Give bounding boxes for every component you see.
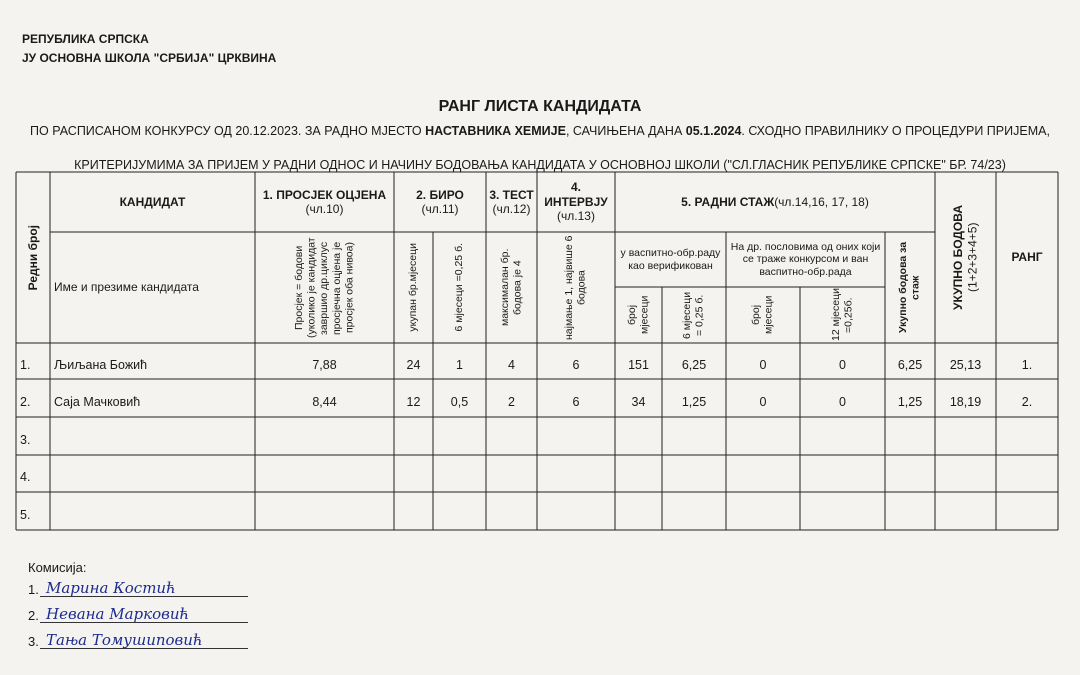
- cell-sa-b: 1,25: [681, 394, 707, 409]
- cell-staz: 6,25: [897, 357, 923, 372]
- cell-ukupno: [935, 496, 996, 534]
- cell-biro-b: [433, 459, 486, 496]
- cell-biro-b: [433, 421, 486, 459]
- cell-ukupno: 25,13: [949, 357, 982, 372]
- cell-biro-b: 1: [456, 357, 463, 372]
- cell-rang: [996, 459, 1058, 496]
- cell-sb-b: 0: [839, 357, 846, 372]
- cell-sa-b: 6,25: [681, 357, 707, 372]
- cell-prosjek: [255, 496, 394, 534]
- cell-name: [50, 421, 255, 459]
- cell-sa-m: [615, 421, 662, 459]
- col-test-desc: максималан бр. бодова је 4: [498, 248, 524, 327]
- cell-sb-m: [726, 421, 800, 459]
- signature-line: [40, 579, 248, 597]
- cell-sb-b: [800, 496, 885, 534]
- cell-staz: [885, 496, 935, 534]
- cell-test: [486, 496, 537, 534]
- cell-biro-m: 12: [406, 394, 421, 409]
- signature-line: [40, 631, 248, 649]
- cell-interv: 6: [572, 357, 580, 372]
- handwritten-signature: Марина Костић: [46, 579, 176, 597]
- cell-prosjek: [255, 459, 394, 496]
- cell-biro-m: [394, 459, 433, 496]
- cell-sb-m: 0: [759, 394, 767, 409]
- school-name: ЈУ ОСНОВНА ШКОЛА "СРБИЈА" ЦРКВИНА: [22, 51, 277, 65]
- republic-label: РЕПУБЛИКА СРПСКА: [22, 32, 149, 46]
- cell-staz: 1,25: [897, 394, 923, 409]
- cell-test: 2: [508, 394, 515, 409]
- col-test: 3. ТЕСТ (чл.12): [489, 187, 534, 216]
- cell-rang: 1.: [1021, 357, 1033, 372]
- cell-sa-m: [615, 496, 662, 534]
- cell-ukupno: [935, 421, 996, 459]
- commission-member: [28, 631, 248, 649]
- cell-name: [50, 496, 255, 534]
- cell-name: Љиљана Божић: [54, 357, 148, 372]
- cell-sa-m: 151: [628, 357, 649, 372]
- subtitle-line-1: ПО РАСПИСАНОМ КОНКУРСУ ОД 20.12.2023. ЗА РАДНО МЈЕСТО НАСТАВНИКА ХЕМИЈЕ, САЧИЊЕНА ДАНА 05.1.2024. СХОДНО ПРАВИЛНИКУ О ПРОЦЕДУРИ ПРИЈЕМА,: [30, 124, 1050, 138]
- cell-prosjek: 8,44: [312, 394, 337, 409]
- cell-sb-m: [726, 459, 800, 496]
- cell-rang: [996, 496, 1058, 534]
- commission-member: [28, 605, 248, 623]
- commission-member: [28, 579, 248, 597]
- col-radni-staz: 5. РАДНИ СТАЖ (чл.14,16, 17, 18): [681, 194, 869, 209]
- cell-staz: [885, 459, 935, 496]
- cell-rang: 2.: [1021, 394, 1033, 409]
- col-biro: 2. БИРО (чл.11): [416, 187, 464, 216]
- cell-sa-b: [662, 459, 726, 496]
- cell-sa-m: 34: [631, 394, 646, 409]
- cell-interv: [537, 421, 615, 459]
- cell-staz: [885, 421, 935, 459]
- subtitle-line-2: КРИТЕРИЈУМИМА ЗА ПРИЈЕМ У РАДНИ ОДНОС И НАЧИНУ БОДОВАЊА КАНДИДАТА У ОСНОВНОЈ ШКОЛИ ("СЛ.ГЛАСНИК РЕПУБЛИКЕ СРПСКЕ" БР. 74/23): [74, 158, 1006, 172]
- col-staz-a-points: 6 мјесеци = 0,25 б.: [681, 291, 706, 339]
- cell-sb-b: [800, 421, 885, 459]
- col-prosjek-desc: Просјек = бодови (уколико је кандидат завршио др.циклус просјечна оцјена је просјек оба нивоа): [293, 237, 356, 338]
- signature-line: [40, 605, 248, 623]
- cell-name: Саја Мачковић: [54, 394, 141, 409]
- cell-ukupno: 18,19: [949, 394, 982, 409]
- cell-name: [50, 459, 255, 496]
- cell-sa-m: [615, 459, 662, 496]
- commission-label: Комисија:: [28, 560, 87, 575]
- cell-rang: [996, 421, 1058, 459]
- col-prosjek: 1. ПРОСЈЕК ОЦЈЕНА (чл.10): [262, 187, 387, 216]
- cell-sa-b: [662, 421, 726, 459]
- cell-interv: [537, 496, 615, 534]
- cell-biro-m: [394, 496, 433, 534]
- handwritten-signature: Тања Томушиповић: [46, 631, 203, 649]
- cell-sb-b: [800, 459, 885, 496]
- col-staz-total: Укупно бодова за стаж: [897, 241, 922, 334]
- cell-biro-m: 24: [406, 357, 421, 372]
- member-number: 2.: [28, 608, 39, 623]
- member-number: 1.: [28, 582, 39, 597]
- col-kandidat: КАНДИДАТ: [119, 194, 186, 209]
- cell-ukupno: [935, 459, 996, 496]
- cell-num: 1.: [20, 357, 31, 372]
- cell-prosjek: 7,88: [312, 357, 337, 372]
- cell-biro-b: 0,5: [450, 394, 469, 409]
- member-number: 3.: [28, 634, 39, 649]
- col-staz-b-months: број мјесеци: [750, 295, 775, 335]
- col-ukupno: УКУПНО БОДОВА (1+2+3+4+5): [951, 205, 980, 310]
- cell-sa-b: [662, 496, 726, 534]
- cell-test: 4: [508, 357, 515, 372]
- col-staz-other: На др. пословима од оних који се траже конкурсом и ван васпитно-обр.рада: [730, 240, 881, 278]
- col-staz-a-months: број мјесеци: [625, 295, 651, 335]
- col-intervju-desc: најмање 1, највише 6 бодова: [563, 235, 588, 340]
- cell-num: 3.: [20, 432, 31, 447]
- cell-interv: 6: [572, 394, 580, 409]
- cell-prosjek: [255, 421, 394, 459]
- cell-test: [486, 421, 537, 459]
- cell-num: 4.: [20, 470, 31, 484]
- cell-num: 2.: [20, 394, 31, 409]
- col-intervju: 4. ИНТЕРВЈУ (чл.13): [544, 180, 608, 224]
- col-rang: РАНГ: [1011, 250, 1043, 265]
- cell-num: 5.: [20, 507, 31, 522]
- col-redni-broj: Редни број: [25, 224, 40, 291]
- col-biro-months: укупан бр.мјесеци: [407, 243, 420, 332]
- cell-biro-m: [394, 421, 433, 459]
- cell-sb-b: 0: [839, 394, 846, 409]
- cell-interv: [537, 459, 615, 496]
- cell-biro-b: [433, 496, 486, 534]
- cell-sb-m: 0: [759, 357, 767, 372]
- col-ime-prezime: Име и презиме кандидата: [54, 280, 199, 295]
- handwritten-signature: Невана Марковић: [46, 605, 190, 623]
- cell-sb-m: [726, 496, 800, 534]
- page-title: РАНГ ЛИСТА КАНДИДАТА: [438, 98, 642, 115]
- col-biro-points: 6 мјесеци =0,25 б.: [453, 243, 466, 332]
- cell-test: [486, 459, 537, 496]
- col-staz-verified: у васпитно-обр.раду као верификован: [620, 246, 721, 272]
- col-staz-b-points: 12 мјесеци =0,25б.: [829, 288, 855, 342]
